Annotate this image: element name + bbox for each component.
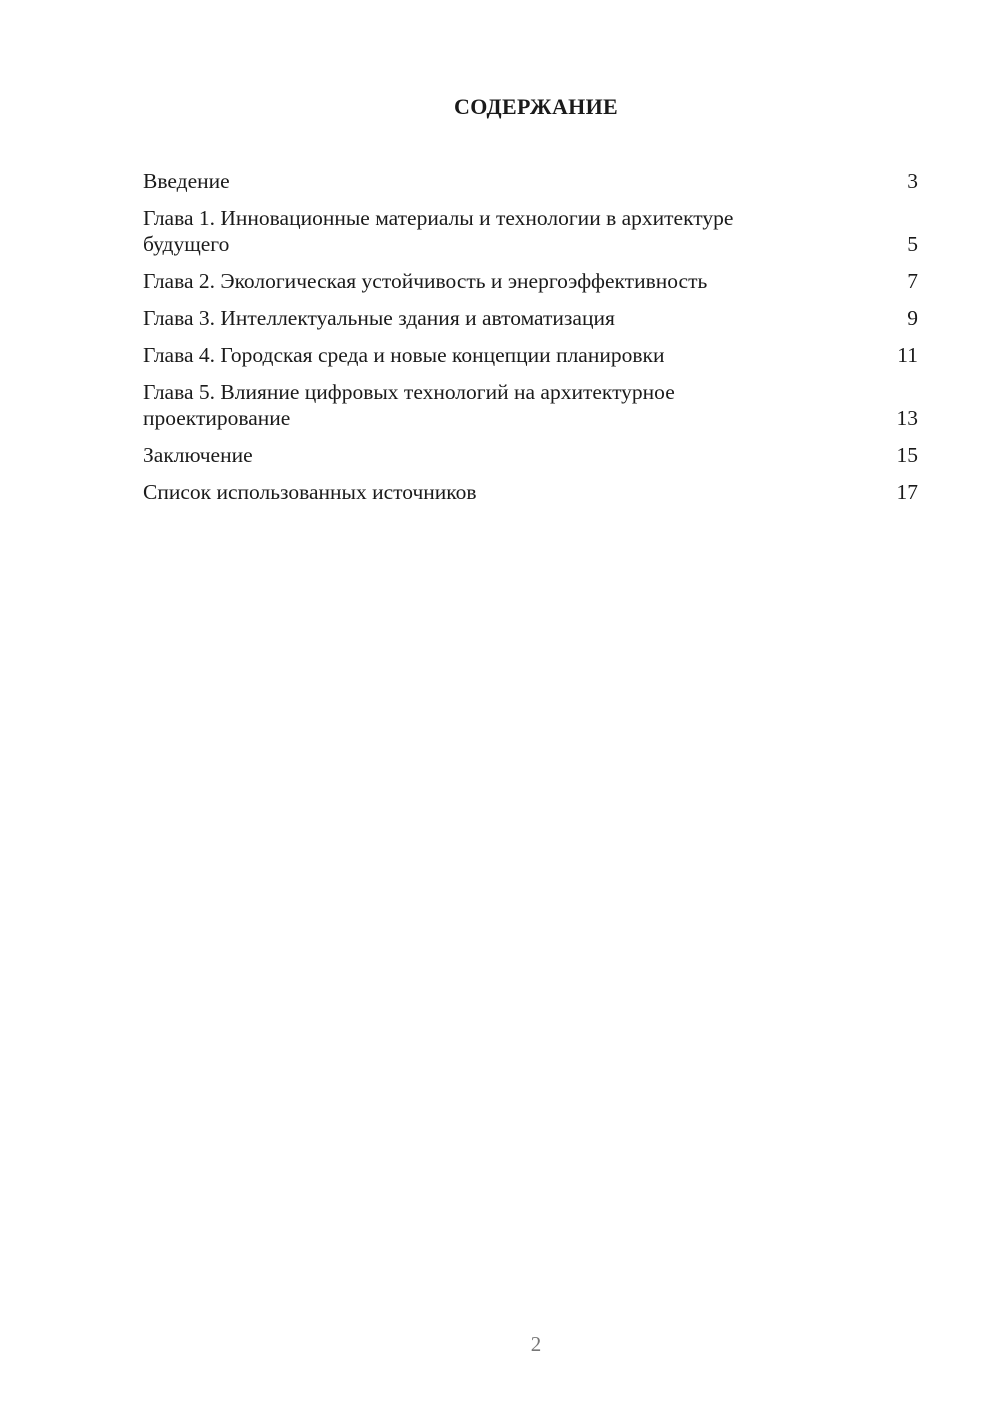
toc-entry-text: Список использованных источников (143, 480, 477, 504)
toc-entry-text: Глава 5. Влияние цифровых технологий на архитектурное проектирование (143, 380, 675, 430)
toc-entry-page: 9 (907, 306, 918, 330)
toc-entry-chapter-2 (143, 268, 918, 294)
page-number: 2 (530, 1332, 542, 1356)
toc-entry-references (143, 479, 918, 505)
toc-entry-page: 11 (897, 343, 918, 367)
toc-entry-text: Глава 2. Экологическая устойчивость и энергоэффективность (143, 269, 708, 293)
toc-entry-text: Введение (143, 169, 230, 193)
toc-entry-page: 3 (907, 169, 918, 193)
toc-entry-chapter-1 (143, 205, 918, 257)
toc-entry-chapter-4 (143, 342, 918, 368)
toc-entry-text: Глава 3. Интеллектуальные здания и автоматизация (143, 306, 615, 330)
toc-entry-text: Заключение (143, 443, 253, 467)
table-of-contents (143, 168, 918, 516)
toc-entry-page: 5 (907, 232, 918, 256)
toc-entry-text: Глава 1. Инновационные материалы и технологии в архитектуре будущего (143, 206, 734, 256)
toc-entry-conclusion (143, 442, 918, 468)
toc-entry-chapter-3 (143, 305, 918, 331)
toc-title: СОДЕРЖАНИЕ (454, 94, 618, 119)
toc-entry-chapter-5 (143, 379, 918, 431)
toc-entry-page: 17 (896, 480, 918, 504)
toc-entry-introduction (143, 168, 918, 194)
toc-entry-page: 13 (896, 406, 918, 430)
toc-entry-page: 7 (907, 269, 918, 293)
toc-entry-text: Глава 4. Городская среда и новые концепции планировки (143, 343, 665, 367)
toc-entry-page: 15 (896, 443, 918, 467)
